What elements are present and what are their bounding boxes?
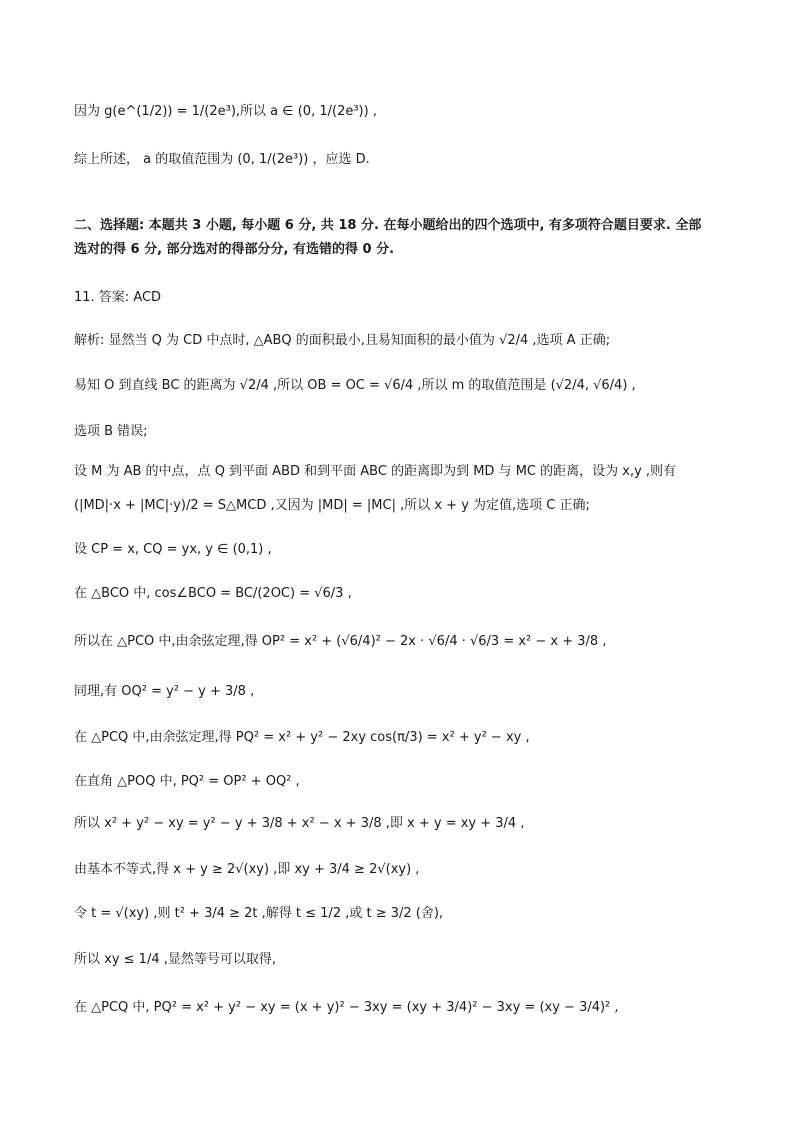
text-line-10: (|MD|·x + |MC|·y)/2 = S△MCD ,又因为 |MD| = |MC| ,所以 x + y 为定值,选项 C 正确;: [74, 498, 590, 513]
text-line-20: 所以 xy ≤ 1/4 ,显然等号可以取得,: [74, 952, 276, 967]
text-line-6: 解析: 显然当 Q 为 CD 中点时, △ABQ 的面积最小,且易知面积的最小值为 √2/4 ,选项 A 正确;: [74, 333, 611, 348]
text-line-17: 所以 x² + y² − xy = y² − y + 3/8 + x² − x + 3/8 ,即 x + y = xy + 3/4 ,: [74, 816, 525, 831]
answer-line: 11. 答案: ACD: [74, 290, 162, 305]
text-line-14: 同理,有 OQ² = y² − y + 3/8 ,: [74, 684, 255, 699]
text-line-12: 在 △BCO 中, cos∠BCO = BC/(2OC) = √6/3 ,: [74, 586, 352, 601]
text-line-2: 综上所述， a 的取值范围为 (0, 1/(2e³)) ，应选 D.: [74, 152, 370, 167]
text-line-13: 所以在 △PCO 中,由余弦定理,得 OP² = x² + (√6/4)² − 2x · √6/4 · √6/3 = x² − x + 3/8 ,: [74, 634, 607, 649]
text-line-9: 设 M 为 AB 的中点，点 Q 到平面 ABD 和到平面 ABC 的距离即为到 MD 与 MC 的距离，设为 x,y ,则有: [74, 464, 677, 479]
text-line-21: 在 △PCQ 中, PQ² = x² + y² − xy = (x + y)² − 3xy = (xy + 3/4)² − 3xy = (xy − 3/4)² ,: [74, 1000, 619, 1015]
section-heading-line-1: 二、选择题: 本题共 3 小题, 每小题 6 分, 共 18 分. 在每小题给出的四个选项中, 有多项符合题目要求. 全部: [74, 218, 702, 233]
text-line-8: 选项 B 错误;: [74, 424, 148, 439]
section-heading: [74, 218, 734, 267]
text-line-16: 在直角 △POQ 中, PQ² = OP² + OQ² ,: [74, 774, 300, 789]
text-line-7: 易知 O 到直线 BC 的距离为 √2/4 ,所以 OB = OC = √6/4 ,所以 m 的取值范围是 (√2/4, √6/4) ,: [74, 378, 636, 393]
text-line-19: 令 t = √(xy) ,则 t² + 3/4 ≥ 2t ,解得 t ≤ 1/2 ,或 t ≥ 3/2 (舍),: [74, 906, 444, 921]
text-line-15: 在 △PCQ 中,由余弦定理,得 PQ² = x² + y² − 2xy cos(π/3) = x² + y² − xy ,: [74, 730, 530, 745]
text-line-1: 因为 g(e^(1/2)) = 1/(2e³),所以 a ∈ (0, 1/(2e³)) ,: [74, 104, 377, 119]
text-line-18: 由基本不等式,得 x + y ≥ 2√(xy) ,即 xy + 3/4 ≥ 2√(xy) ,: [74, 862, 420, 877]
text-line-11: 设 CP = x, CQ = yx, y ∈ (0,1) ,: [74, 542, 272, 557]
section-heading-line-2: 选对的得 6 分, 部分选对的得部分分, 有选错的得 0 分.: [74, 242, 395, 258]
